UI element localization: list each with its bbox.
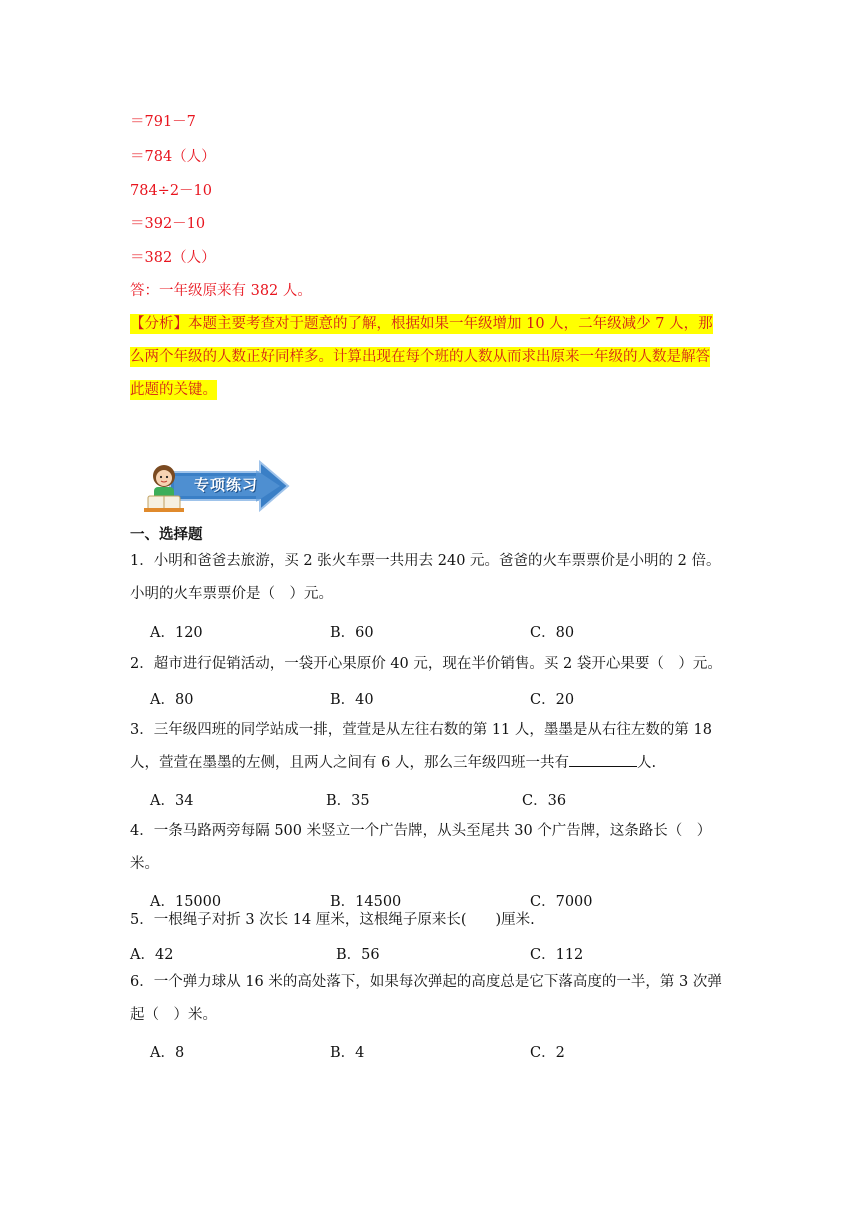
option-a[interactable]: A．120 — [150, 625, 203, 641]
question-6-line-2: 起（ ）米。 — [130, 1007, 217, 1023]
option-c[interactable]: C．80 — [530, 625, 575, 641]
question-4 — [130, 815, 730, 881]
option-b[interactable]: B．14500 — [330, 894, 402, 910]
solution-line-5: ＝382（人） — [130, 250, 216, 266]
question-6-line-1: 6．一个弹力球从 16 米的高处落下，如果每次弹起的高度总是它下落高度的一半，第 3 次弹 — [130, 974, 722, 990]
analysis-block — [130, 308, 730, 407]
banner-label: 专项练习 — [194, 476, 259, 494]
option-b[interactable]: B．35 — [326, 793, 370, 809]
solution-line-2: ＝784（人） — [130, 149, 216, 165]
question-1-line-1: 1．小明和爸爸去旅游，买 2 张火车票一共用去 240 元。爸爸的火车票票价是小明的 2 倍。 — [130, 553, 721, 569]
solution-line-3: 784÷2－10 — [130, 183, 213, 199]
option-b[interactable]: B．40 — [330, 692, 374, 708]
question-5-line-1: 5．一根绳子对折 3 次长 14 厘米，这根绳子原来长( )厘米. — [130, 912, 535, 928]
option-c[interactable]: C．112 — [530, 947, 584, 963]
question-2 — [130, 648, 730, 681]
option-c[interactable]: C．7000 — [530, 894, 593, 910]
option-b[interactable]: B．60 — [330, 625, 374, 641]
option-c[interactable]: C．2 — [530, 1045, 565, 1061]
option-c[interactable]: C．36 — [522, 793, 567, 809]
option-a[interactable]: A．34 — [150, 793, 194, 809]
option-a[interactable]: A．8 — [150, 1045, 185, 1061]
analysis-line-1: 【分析】本题主要考查对于题意的了解，根据如果一年级增加 10 人，二年级减少 7 人，那 — [130, 316, 713, 332]
option-b[interactable]: B．4 — [330, 1045, 365, 1061]
analysis-line-2: 么两个年级的人数正好同样多。计算出现在每个班的人数从而求出原来一年级的人数是解答 — [130, 349, 710, 365]
option-a[interactable]: A．15000 — [150, 894, 222, 910]
question-3-line-2-text: 人，萱萱在墨墨的左侧，且两人之间有 6 人，那么三年级四班一共有 — [130, 755, 569, 771]
question-3-line-2-end: 人. — [636, 755, 657, 771]
question-3-line-1: 3．三年级四班的同学站成一排，萱萱是从左往右数的第 11 人，墨墨是从右往左数的第 18 — [130, 722, 712, 738]
option-a[interactable]: A．42 — [130, 947, 174, 963]
question-2-line-1: 2．超市进行促销活动，一袋开心果原价 40 元，现在半价销售。买 2 袋开心果要（ ）元。 — [130, 656, 722, 672]
answer-line: 答：一年级原来有 382 人。 — [130, 283, 312, 299]
question-3 — [130, 714, 730, 780]
question-1 — [130, 545, 730, 611]
solution-line-1: ＝791－7 — [130, 114, 196, 130]
answer-blank[interactable] — [569, 752, 637, 767]
option-a[interactable]: A．80 — [150, 692, 194, 708]
analysis-line-3: 此题的关键。 — [130, 382, 217, 398]
option-c[interactable]: C．20 — [530, 692, 575, 708]
question-5 — [130, 908, 730, 932]
question-4-line-2: 米。 — [130, 856, 159, 872]
question-1-line-2: 小明的火车票票价是（ ）元。 — [130, 586, 333, 602]
section-title: 一、选择题 — [130, 526, 203, 543]
option-b[interactable]: B．56 — [336, 947, 380, 963]
practice-banner — [142, 458, 290, 514]
question-3-line-2 — [130, 747, 730, 780]
solution-line-4: ＝392－10 — [130, 216, 206, 232]
question-4-line-1: 4．一条马路两旁每隔 500 米竖立一个广告牌，从头至尾共 30 个广告牌，这条路长（ ） — [130, 823, 712, 839]
question-6 — [130, 966, 730, 1032]
